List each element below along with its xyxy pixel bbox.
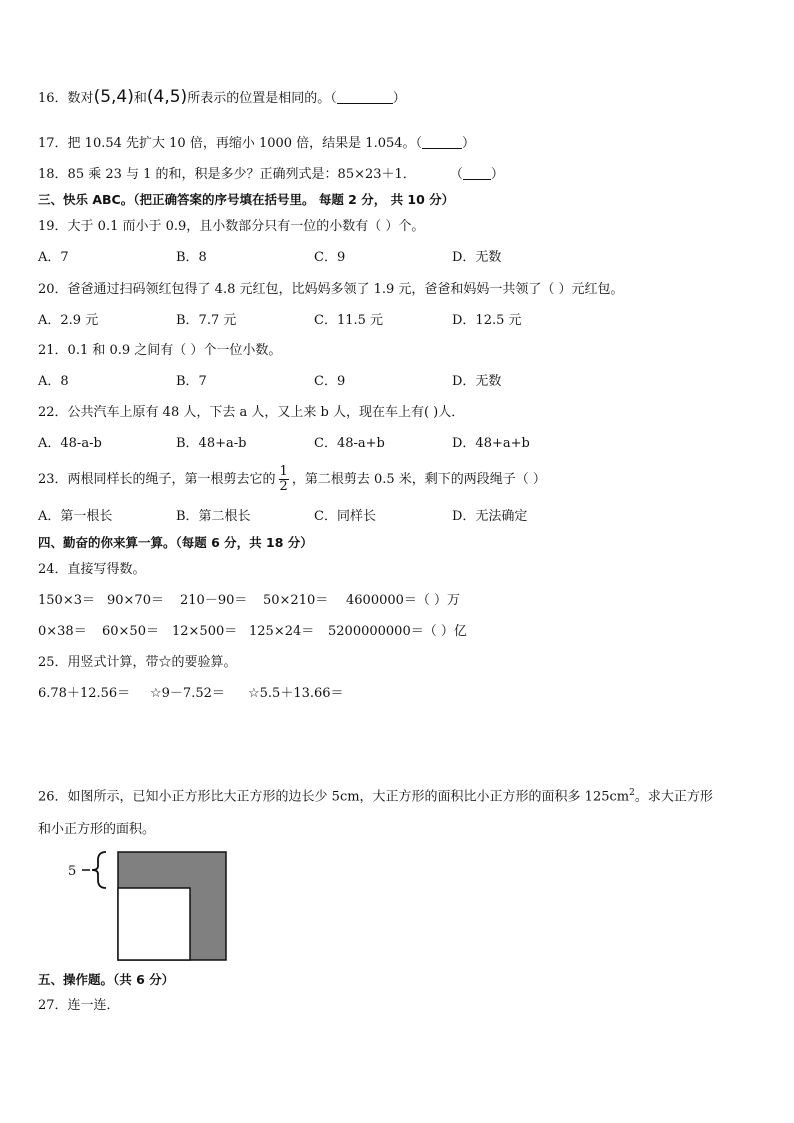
- q21-option-d[interactable]: D．无数: [452, 374, 502, 389]
- coord-1: (5,4): [93, 87, 134, 107]
- q19-option-d[interactable]: D．无数: [452, 250, 502, 265]
- q23-option-d[interactable]: D．无法确定: [452, 509, 528, 524]
- question-23: 23．两根同样长的绳子，第一根剪去它的 $\frac{1}{2}$ ，第二根剪去 0.5 米，剩下的两段绳子（ ）: [38, 464, 546, 494]
- figure-label: 5: [68, 864, 77, 879]
- question-24: 24．直接写得数。: [38, 562, 146, 577]
- q21-option-b[interactable]: B．7: [176, 374, 207, 389]
- q22-option-b[interactable]: B．48+a-b: [176, 436, 247, 451]
- brace-icon: [92, 852, 106, 888]
- q20-option-d[interactable]: D．12.5 元: [452, 313, 522, 328]
- calc-item: 210－90＝: [180, 593, 248, 608]
- calc-item: 125×24＝: [249, 624, 315, 639]
- q22-option-a[interactable]: A．48-a-b: [38, 436, 102, 451]
- question-20: 20．爸爸通过扫码领红包得了 4.8 元红包，比妈妈多领了 1.9 元，爸爸和妈妈一共领了（ ）元红包。: [38, 282, 624, 297]
- coord-2: (4,5): [146, 87, 188, 107]
- answer-blank[interactable]: [422, 134, 462, 149]
- calc-item: 50×210＝: [263, 593, 329, 608]
- q19-option-a[interactable]: A．7: [38, 250, 69, 265]
- q19-option-b[interactable]: B．8: [176, 250, 207, 265]
- calc-item: 0×38＝: [38, 624, 87, 639]
- q20-option-c[interactable]: C．11.5 元: [314, 313, 384, 328]
- question-16: 16．数对(5,4)和(4,5)所表示的位置是相同的。（ ）: [38, 87, 406, 107]
- q23-option-a[interactable]: A．第一根长: [38, 509, 113, 524]
- question-17: 17．把 10.54 先扩大 10 倍，再缩小 1000 倍，结果是 1.054。（ ）: [38, 136, 476, 151]
- section-4-heading: 四、勤奋的你来算一算。（每题 6 分，共 18 分）: [38, 535, 313, 550]
- q19-option-c[interactable]: C．9: [314, 250, 346, 265]
- q23-option-b[interactable]: B．第二根长: [176, 509, 251, 524]
- q20-option-b[interactable]: B．7.7 元: [176, 313, 237, 328]
- q21-option-c[interactable]: C．9: [314, 374, 346, 389]
- calc-item: 4600000＝（ ）万: [346, 593, 461, 608]
- calc-item: 90×70＝: [107, 593, 164, 608]
- squares-figure: [60, 846, 232, 966]
- question-19: 19．大于 0.1 而小于 0.9，且小数部分只有一位的小数有（ ）个。: [38, 219, 425, 234]
- answer-blank[interactable]: [337, 89, 393, 104]
- question-26: 26．如图所示，已知小正方形比大正方形的边长少 5cm，大正方形的面积比小正方形的面积多 $125cm^2$。求大正方形: [38, 788, 713, 805]
- section-5-heading: 五、操作题。（共 6 分）: [38, 972, 175, 987]
- q21-option-a[interactable]: A．8: [38, 374, 69, 389]
- fraction-one-half: $\frac{1}{2}$: [279, 464, 288, 494]
- calc-item: 6.78＋12.56＝: [38, 686, 131, 701]
- section-3-heading: 三、快乐 ABC。（把正确答案的序号填在括号里。 每题 2 分， 共 10 分）: [38, 192, 455, 207]
- question-27: 27．连一连．: [38, 998, 120, 1013]
- calc-item: 5200000000＝（ ）亿: [328, 624, 467, 639]
- q22-option-d[interactable]: D．48+a+b: [452, 436, 530, 451]
- q20-option-a[interactable]: A．2.9 元: [38, 313, 99, 328]
- calc-item: 12×500＝: [172, 624, 238, 639]
- calc-item: ☆9－7.52＝: [150, 686, 225, 701]
- calc-item: 60×50＝: [102, 624, 159, 639]
- calc-item: 150×3＝: [38, 593, 95, 608]
- small-square: [118, 888, 190, 960]
- q23-option-c[interactable]: C．同样长: [314, 509, 376, 524]
- q22-option-c[interactable]: C．48-a+b: [314, 436, 385, 451]
- calc-item: ☆5.5＋13.66＝: [248, 686, 344, 701]
- question-22: 22．公共汽车上原有 48 人，下去 a 人，又上来 b 人，现在车上有( )人．: [38, 405, 465, 420]
- question-25: 25．用竖式计算，带☆的要验算。: [38, 655, 237, 670]
- question-21: 21．0.1 和 0.9 之间有（ ）个一位小数。: [38, 343, 282, 358]
- question-26-cont: 和小正方形的面积。: [38, 822, 156, 837]
- question-18: 18．85 乘 23 与 1 的和，积是多少？正确列式是：85×23＋1． （ ）: [38, 167, 504, 182]
- answer-blank[interactable]: [463, 165, 491, 180]
